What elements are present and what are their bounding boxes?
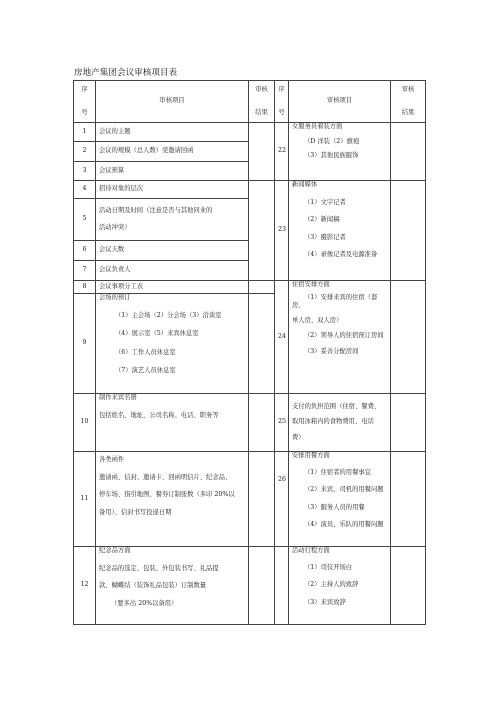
item-text: 会议预算 bbox=[96, 162, 249, 181]
result-cell bbox=[249, 547, 275, 625]
row-number: 6 bbox=[74, 241, 96, 261]
item-text: 会议天数 bbox=[96, 241, 249, 261]
result-cell bbox=[249, 294, 275, 394]
result-cell bbox=[249, 394, 275, 452]
item-text: 会议的规模（总人数）莞邀请回函 bbox=[96, 142, 249, 162]
table-row bbox=[74, 547, 426, 625]
table-row bbox=[74, 394, 426, 452]
header-item-right: 审核项目 bbox=[289, 81, 391, 123]
document-title: 房地产集团会议审核项目表 bbox=[74, 68, 178, 78]
row-number: 22 bbox=[275, 123, 289, 181]
item-text: 各类函件 邀请函、信封、邀请卡、回函明信片、纪念品、 停车场、指引地图、餐券订制张数（多印 20%以 备用）、信封书写投递日期 bbox=[96, 452, 249, 547]
item-text: 会议负责人 bbox=[96, 261, 249, 281]
table-row bbox=[74, 452, 426, 547]
table-row bbox=[74, 281, 426, 294]
table-row bbox=[74, 181, 426, 199]
row-number: 12 bbox=[74, 547, 96, 625]
row-number: 9 bbox=[74, 294, 96, 394]
result-cell bbox=[391, 181, 426, 281]
result-cell bbox=[391, 123, 426, 181]
result-cell bbox=[391, 452, 426, 547]
row-number: 1 bbox=[74, 123, 96, 142]
table-row bbox=[74, 123, 426, 142]
row-number: 25 bbox=[275, 394, 289, 452]
row-number: 24 bbox=[275, 281, 289, 394]
row-number: 26 bbox=[275, 452, 289, 547]
item-text: 招待对象的层次 bbox=[96, 181, 249, 199]
item-text: 新闻媒体 （1）文字记者 （2）新闻稿 （3）摄影记者 （4）录像记者及电源准备 bbox=[289, 181, 391, 281]
result-cell bbox=[249, 181, 275, 281]
item-text: 安排用餐方面 （1）住宿者的用餐事宜 （2）来宾，司机的用餐问题 （3）服务人员的用餐 （4）演员、乐队的用餐问题 bbox=[289, 452, 391, 547]
header-seq-left: 序 号 bbox=[74, 81, 96, 123]
audit-table bbox=[73, 80, 426, 625]
result-cell bbox=[391, 394, 426, 452]
item-text: 纪念品方面 纪念品的选定、包装、外包装书写、礼品提 款、蝴蝶结（装饰礼品包装）订制数量 （要多出 20%以备用） bbox=[96, 547, 249, 625]
row-number: 23 bbox=[275, 181, 289, 281]
row-number: 8 bbox=[74, 281, 96, 294]
row-number: 4 bbox=[74, 181, 96, 199]
header-item-left: 审核项目 bbox=[96, 81, 249, 123]
row-number: 3 bbox=[74, 162, 96, 181]
item-text: 女服务员着装方面 （D 洋装（2）旗袍 （3）其他民族服饰 bbox=[289, 123, 391, 181]
header-row bbox=[74, 81, 426, 123]
row-number: 7 bbox=[74, 261, 96, 281]
result-cell bbox=[391, 281, 426, 394]
row-number bbox=[275, 547, 289, 625]
item-text: 制作来宾名册 包括姓名、地址，公司名称、电话、职务等 bbox=[96, 394, 249, 452]
result-cell bbox=[391, 547, 426, 625]
result-cell bbox=[249, 452, 275, 547]
result-cell bbox=[249, 123, 275, 181]
row-number: 2 bbox=[74, 142, 96, 162]
row-number: 11 bbox=[74, 452, 96, 547]
row-number: 10 bbox=[74, 394, 96, 452]
item-text: 会场的预订 （1）主会场（2）分会场（3）洽谈室 （4）展示室（5）来宾休息室 （6）工作人员休息室 （7）演艺人员休息室 bbox=[96, 294, 249, 394]
item-text: 活动行程方面 （1）司仪开场白 （2）主持人的致辞 （3）来宾致辞 bbox=[289, 547, 391, 625]
header-seq-right: 序 号 bbox=[275, 81, 289, 123]
item-text: 活动日期及时间（注意是否与其他同业的 活动冲突） bbox=[96, 199, 249, 241]
item-text: 会议的主题 bbox=[96, 123, 249, 142]
item-text: 会议事项分工表 bbox=[96, 281, 249, 294]
result-cell bbox=[249, 281, 275, 294]
item-text: 支付的负担范围（住宿、餐费、 取用冰箱内的食物费用、电话 费） bbox=[289, 394, 391, 452]
row-number: 5 bbox=[74, 199, 96, 241]
item-text: 住宿安排方面 （1）安排来宾的住宿（套 房、 单人房、双人房） （2）领导人的住宿预订房间 （3）妥善分配房间 bbox=[289, 281, 391, 394]
header-result-left: 审核 结果 bbox=[249, 81, 275, 123]
header-result-right: 审核 结果 bbox=[391, 81, 426, 123]
